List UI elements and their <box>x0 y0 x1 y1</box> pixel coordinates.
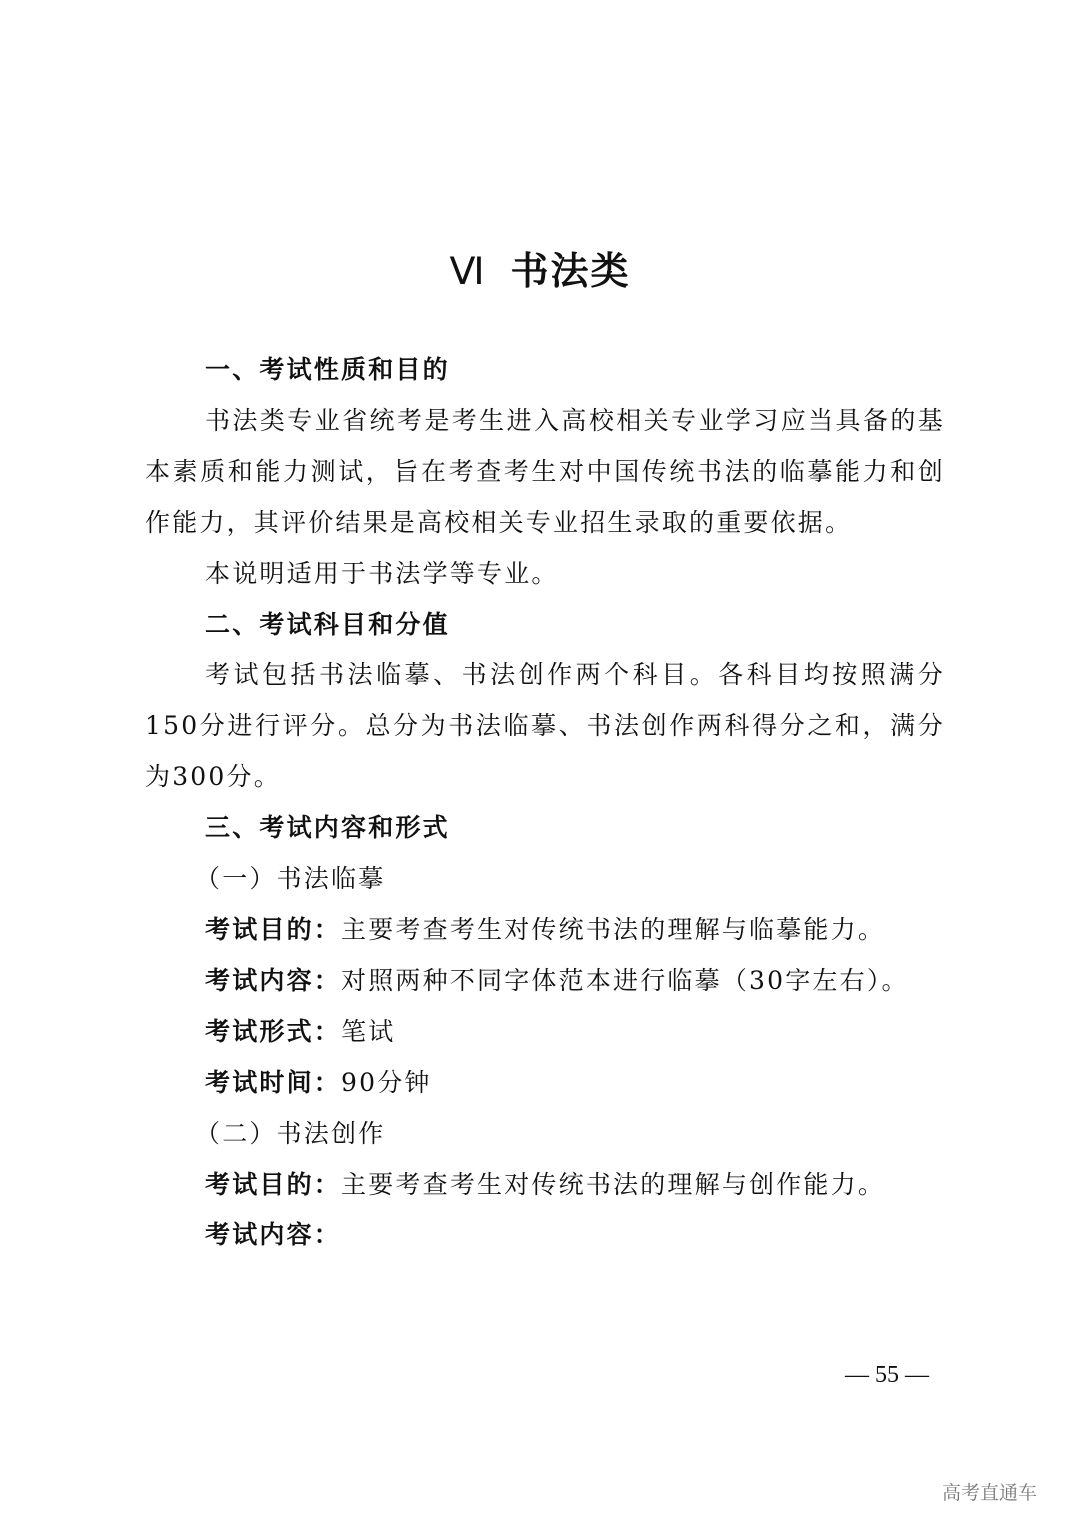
section-numeral: Ⅵ <box>449 251 487 293</box>
page-title <box>0 240 1080 295</box>
item-line <box>145 1160 945 1211</box>
item-line <box>145 905 945 956</box>
item-value: 笔试 <box>341 1016 396 1046</box>
item-line <box>145 956 945 1007</box>
item-line <box>145 1058 945 1109</box>
item-line <box>145 1007 945 1058</box>
item-label: 考试内容： <box>205 1220 342 1250</box>
item-label: 考试目的： <box>205 1169 342 1199</box>
paragraph: 考试包括书法临摹、书法创作两个科目。各科目均按照满分150分进行评分。总分为书法临摹、书法创作两科得分之和，满分为300分。 <box>145 660 945 792</box>
paragraph: 书法类专业省统考是考生进入高校相关专业学习应当具备的基本素质和能力测试，旨在考查考生对中国传统书法的临摹能力和创作能力，其评价结果是高校相关专业招生录取的重要依据。 <box>145 405 945 537</box>
item-value: 主要考查考生对传统书法的理解与创作能力。 <box>341 1169 886 1199</box>
item-value: 对照两种不同字体范本进行临摹（30字左右）。 <box>341 965 909 995</box>
item-label: 考试时间： <box>205 1067 342 1097</box>
section-heading: 一、考试性质和目的 <box>205 355 450 384</box>
item-label: 考试内容： <box>205 965 342 995</box>
subsection-title: （二）书法创作 <box>195 1118 386 1148</box>
watermark: 高考直通车 <box>942 1482 1038 1504</box>
item-value: 90分钟 <box>341 1067 432 1097</box>
page-number: — 55 — <box>845 1362 929 1388</box>
item-label: 考试形式： <box>205 1016 342 1046</box>
section-title: 书法类 <box>510 249 631 293</box>
item-value: 主要考查考生对传统书法的理解与临摹能力。 <box>341 914 886 944</box>
item-line <box>145 1210 945 1261</box>
section-heading: 三、考试内容和形式 <box>205 813 450 843</box>
section-heading: 二、考试科目和分值 <box>205 609 450 639</box>
document-body <box>145 345 945 1261</box>
item-label: 考试目的： <box>205 914 342 944</box>
paragraph: 本说明适用于书法学等专业。 <box>205 558 559 588</box>
subsection-title: （一）书法临摹 <box>195 864 386 894</box>
